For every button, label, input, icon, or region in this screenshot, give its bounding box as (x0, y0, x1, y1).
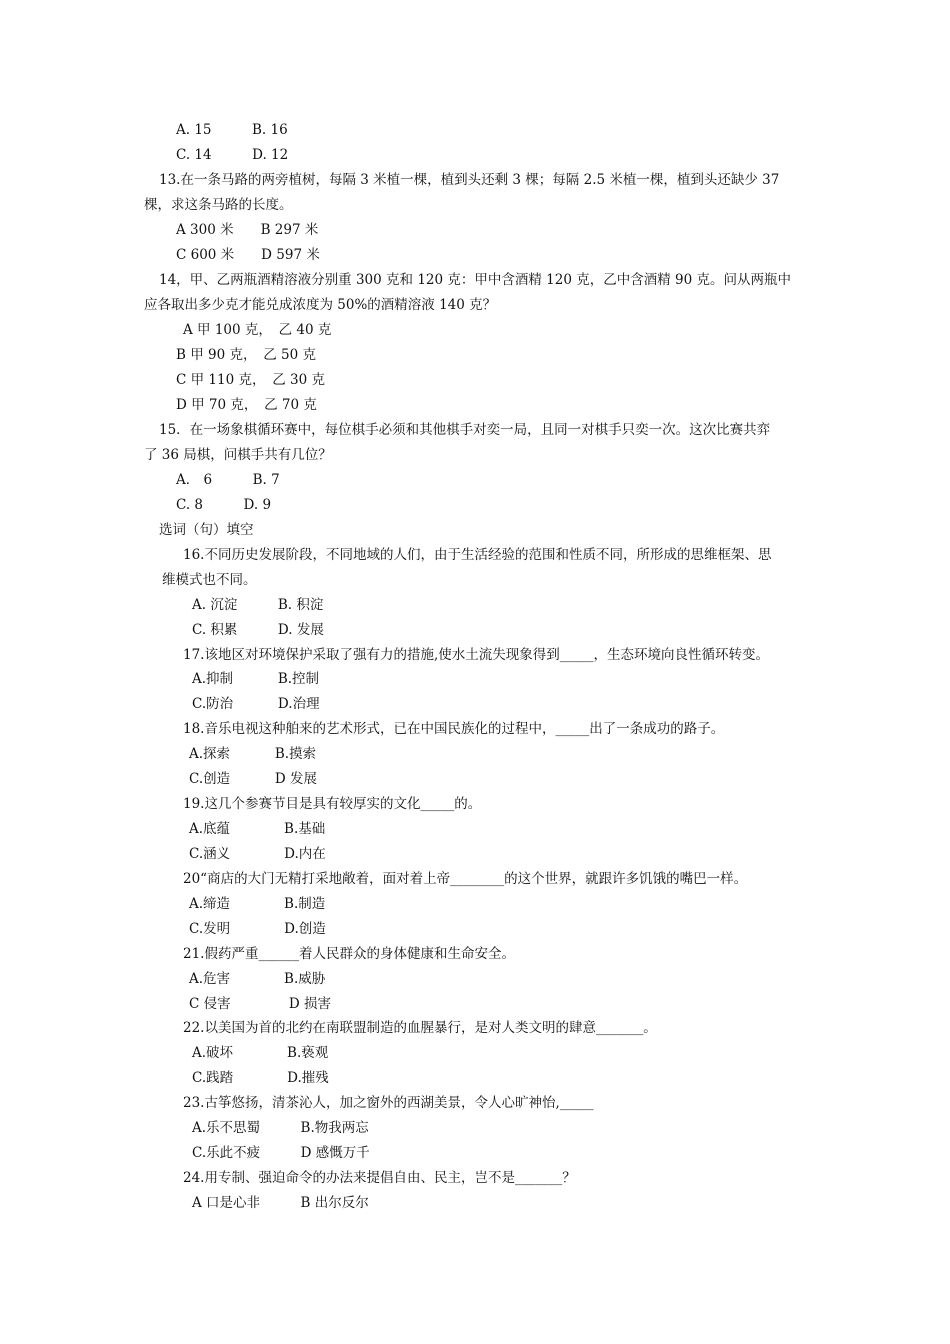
q18-text: 18.音乐电视这种舶来的艺术形式，已在中国民族化的过程中，_____出了一条成功的路子。 (183, 721, 725, 737)
q23-options-ab: A.乐不思蜀 B.物我两忘 (192, 1120, 369, 1136)
q22-options-ab: A.破坏 B.亵观 (192, 1045, 329, 1061)
q20-options-ab: A.缔造 B.制造 (189, 896, 326, 912)
q21-text: 21.假药严重______着人民群众的身体健康和生命安全。 (183, 946, 515, 962)
q19-text: 19.这几个参赛节目是具有较厚实的文化_____的。 (183, 796, 482, 812)
q17-text: 17.该地区对环境保护采取了强有力的措施,使水土流失现象得到_____，生态环境向良性循环转变。 (183, 647, 770, 663)
q14-text-cont: 应各取出多少克才能兑成浓度为 50%的酒精溶液 140 克？ (144, 297, 497, 313)
q16-options-cd: C. 积累 D. 发展 (192, 622, 324, 638)
q13-options-ab: A 300 米 B 297 米 (176, 222, 319, 238)
q20-options-cd: C.发明 D.创造 (189, 921, 326, 937)
q15-options-cd: C. 8 D. 9 (176, 497, 272, 513)
section-heading: 选词（句）填空 (159, 522, 254, 538)
q13-text: 13.在一条马路的两旁植树，每隔 3 米植一棵，植到头还剩 3 棵；每隔 2.5 米植一棵，植到头还缺少 37 (159, 172, 780, 188)
q23-text: 23.古筝悠扬，清茶沁人，加之窗外的西湖美景，令人心旷神怡,_____ (183, 1095, 594, 1111)
q15-text-cont: 了 36 局棋，问棋手共有几位？ (144, 447, 332, 463)
q20-text: 20“商店的大门无精打采地敞着，面对着上帝________的这个世界，就跟许多饥饿的嘴巴一样。 (183, 871, 748, 887)
q21-options-cd: C 侵害 D 损害 (189, 996, 332, 1012)
q21-options-ab: A.危害 B.威胁 (189, 971, 326, 987)
q19-options-cd: C.涵义 D.内在 (189, 846, 326, 862)
q14-option-d: D 甲 70 克， 乙 70 克 (176, 397, 317, 413)
q14-option-b: B 甲 90 克， 乙 50 克 (176, 347, 316, 363)
q23-options-cd: C.乐此不疲 D 感慨万千 (192, 1145, 370, 1161)
q22-options-cd: C.践踏 D.摧残 (192, 1070, 329, 1086)
q18-options-cd: C.创造 D 发展 (189, 771, 318, 787)
q18-options-ab: A.探索 B.摸索 (189, 746, 317, 762)
q16-text: 16.不同历史发展阶段，不同地域的人们，由于生活经验的范围和性质不同，所形成的思维框架、思 (183, 547, 772, 563)
q14-option-a: A 甲 100 克， 乙 40 克 (183, 322, 332, 338)
q15-text: 15．在一场象棋循环赛中，每位棋手必须和其他棋手对奕一局，且同一对棋手只奕一次。这次比赛共弈 (159, 422, 771, 438)
q24-options-ab: A 口是心非 B 出尔反尔 (192, 1195, 369, 1211)
q12-options-ab: A. 15 B. 16 (176, 122, 288, 138)
q17-options-ab: A.抑制 B.控制 (192, 671, 320, 687)
q13-options-cd: C 600 米 D 597 米 (176, 247, 320, 263)
q24-text: 24.用专制、强迫命令的办法来提倡自由、民主，岂不是_______？ (183, 1170, 576, 1186)
q19-options-ab: A.底蕴 B.基础 (189, 821, 326, 837)
q17-options-cd: C.防治 D.治理 (192, 696, 320, 712)
q15-options-ab: A． 6 B. 7 (176, 472, 280, 488)
q12-options-cd: C. 14 D. 12 (176, 147, 289, 163)
q13-text-cont: 棵，求这条马路的长度。 (144, 197, 293, 213)
q14-option-c: C 甲 110 克， 乙 30 克 (176, 372, 325, 388)
q22-text: 22.以美国为首的北约在南联盟制造的血腥暴行，是对人类文明的肆意_______。 (183, 1020, 657, 1036)
q14-text: 14，甲、乙两瓶酒精溶液分别重 300 克和 120 克：甲中含酒精 120 克，乙中含酒精 90 克。问从两瓶中 (159, 272, 791, 288)
q16-text-cont: 维模式也不同。 (162, 572, 257, 588)
q16-options-ab: A. 沉淀 B. 积淀 (192, 597, 324, 613)
